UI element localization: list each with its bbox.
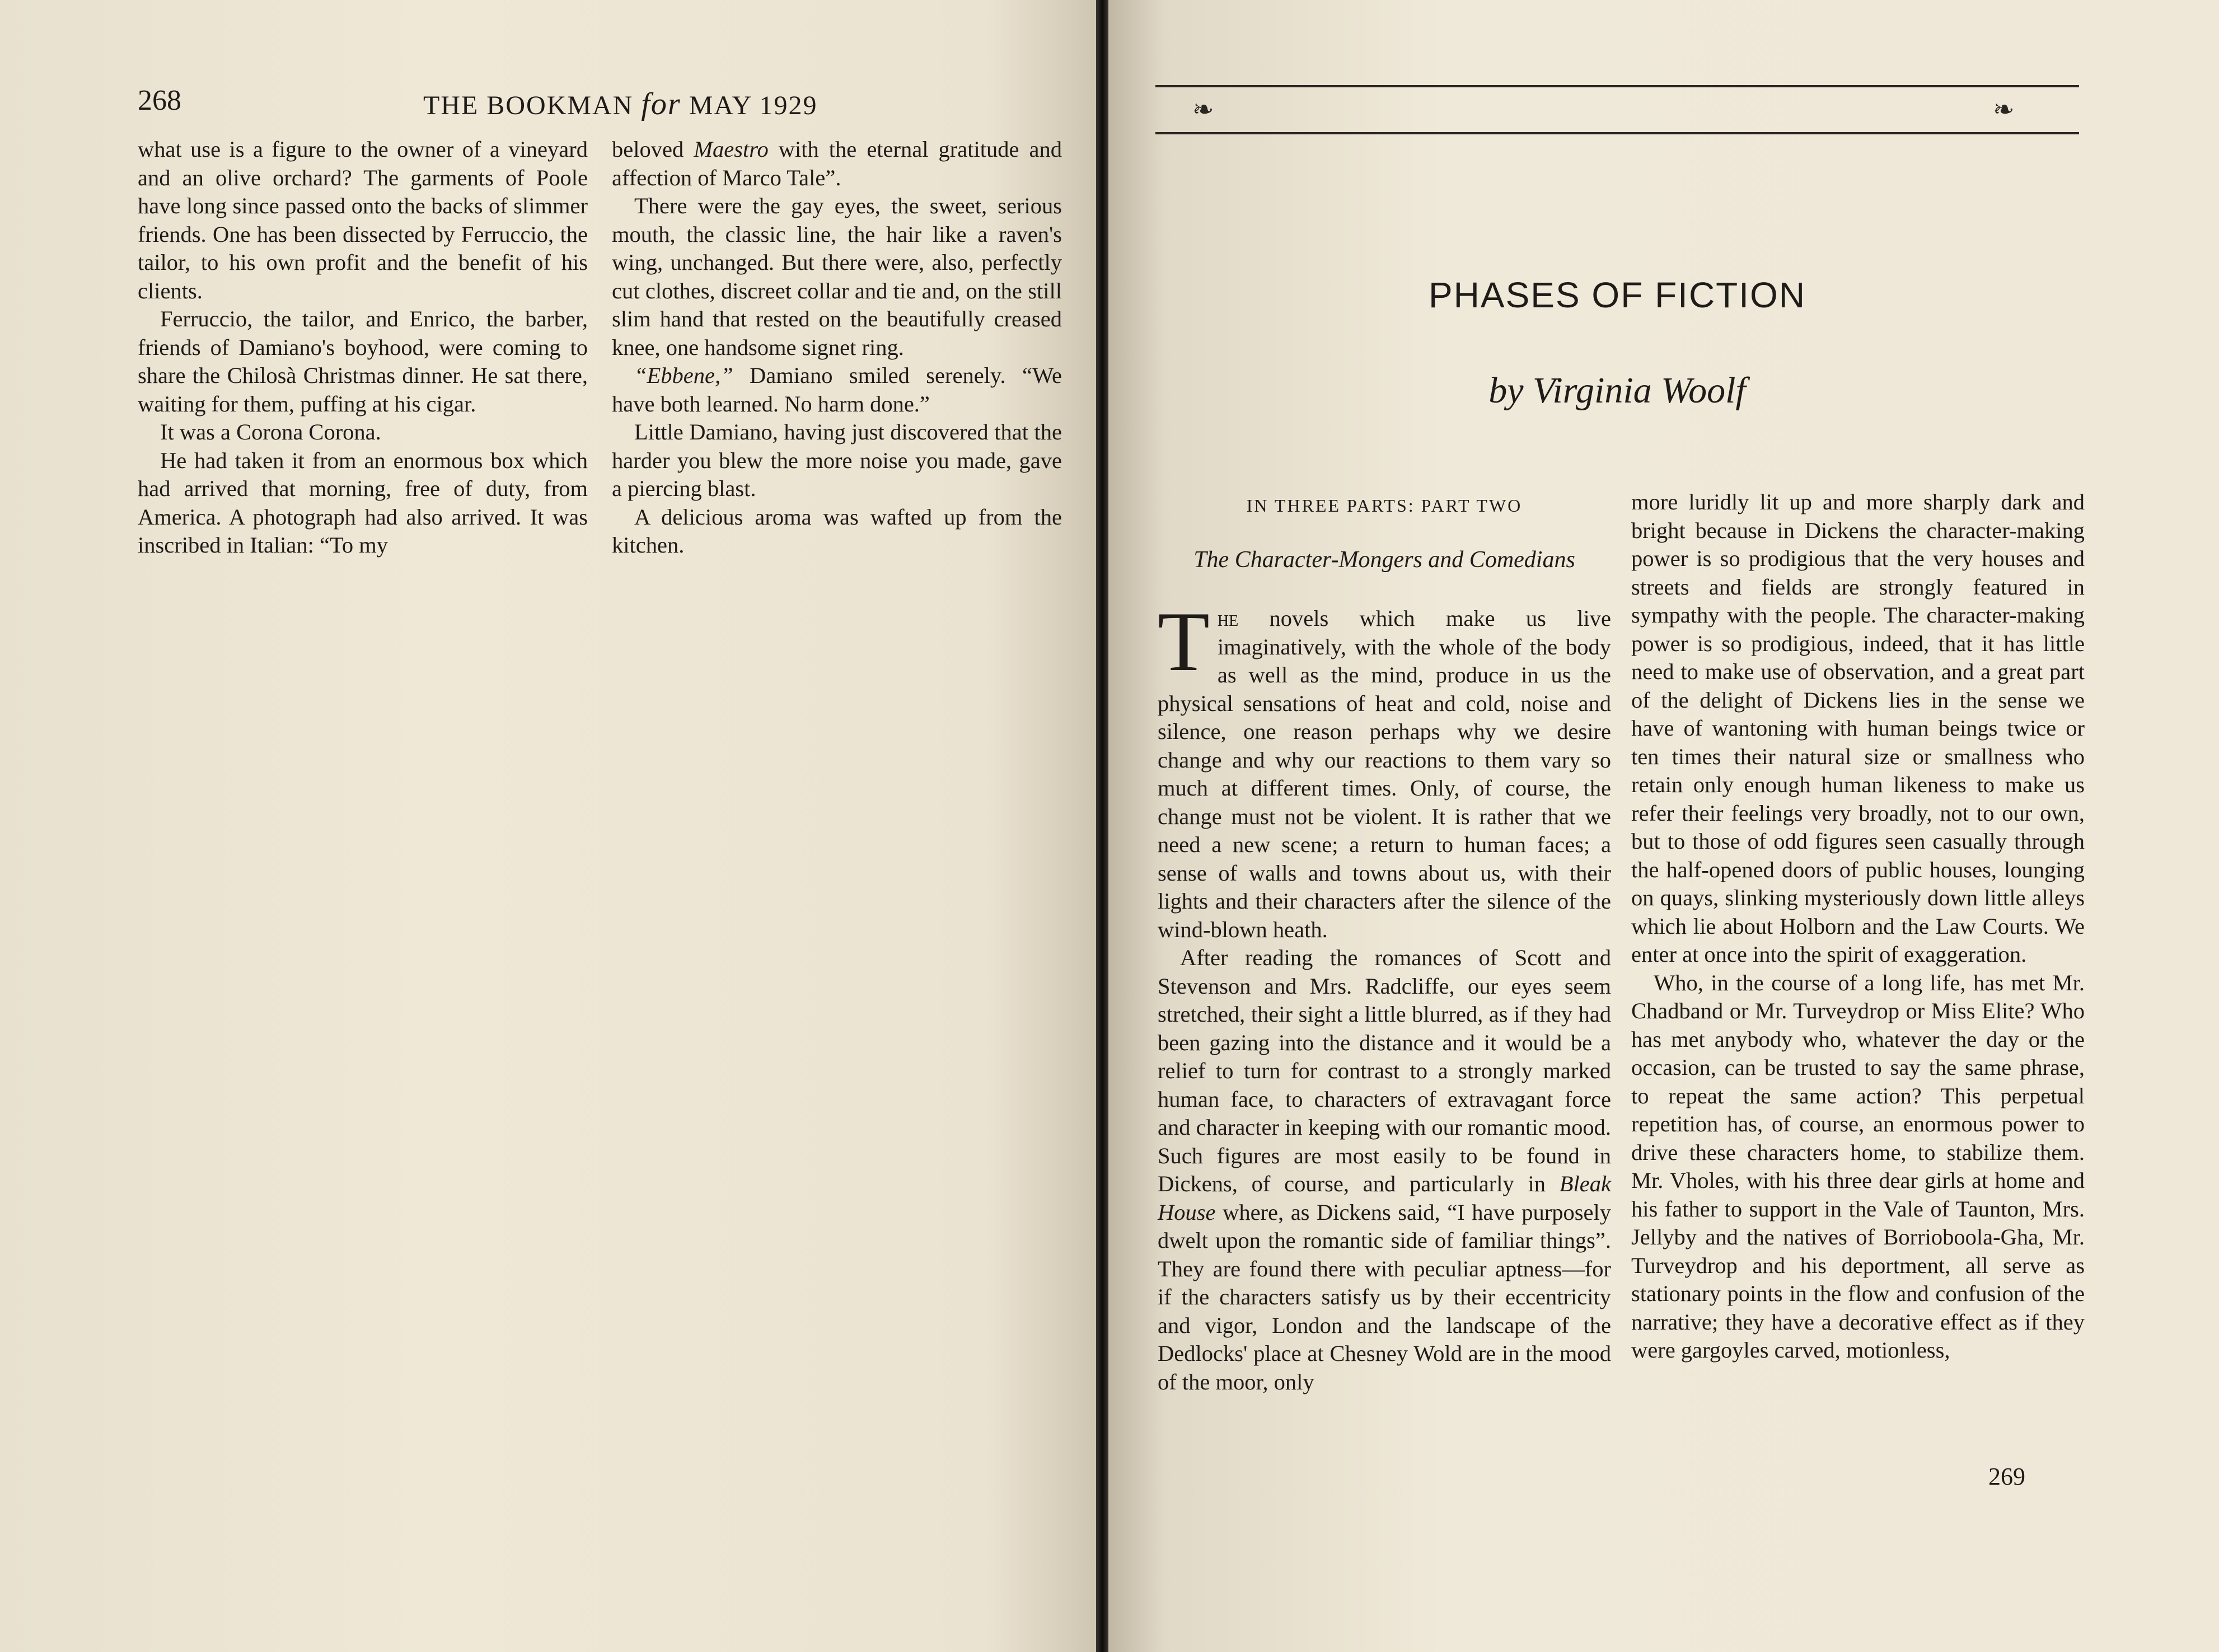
left-column-2 <box>612 135 1062 560</box>
paragraph: what use is a figure to the owner of a vineyard and an olive orchard? The garments of Poole have long since passed onto the backs of slimmer friends. One has been dissected by Ferruccio, the tailor, to his own profit and the benefit of his clients. <box>138 137 588 303</box>
right-column-1 <box>1158 595 1611 1396</box>
header-rule-bottom <box>1155 132 2079 134</box>
paragraph: The novels which make us live imaginatively, with the whole of the body as well as the mind, produce in us the physical sensations of heat and cold, noise and silence, one reason perhaps why we desire change and why our reactions to them vary so much at different times. Only, of course, the change must not be violent. It is rather that we need a new scene; a return to human faces; a sense of walls and towns about us, with their lights and their characters after the silence of the wind-blown heath. <box>1158 595 1611 942</box>
part-heading: IN THREE PARTS: PART TWO <box>1246 495 1523 516</box>
paragraph: He had taken it from an enormous box which had arrived that morning, free of duty, from America. A photograph had also arrived. It was inscribed in Italian: “To my <box>138 447 588 558</box>
running-title: THE BOOKMAN for MAY 1929 <box>423 87 818 121</box>
running-head-left <box>138 84 1061 123</box>
ornament-left-icon: ❧ <box>1192 95 1214 124</box>
article-title: PHASES OF FICTION <box>1428 275 1806 315</box>
left-page <box>0 0 1096 1652</box>
drop-cap: T <box>1158 595 1210 689</box>
paragraph: “Ebbene,” Damiano smiled serenely. “We have both learned. No harm done.” <box>612 363 1062 416</box>
book-gutter <box>1096 0 1108 1652</box>
paragraph: A delicious aroma was wafted up from the kitchen. <box>612 504 1062 558</box>
paragraph: Little Damiano, having just discovered that the harder you blew the more noise you made, gave a piercing blast. <box>612 419 1062 501</box>
paragraph: There were the gay eyes, the sweet, serious mouth, the classic line, the hair like a raven's wing, unchanged. But there were, also, perfectly cut clothes, discreet collar and tie and, on the still slim hand that rested on the beautifully creased knee, one handsome signet ring. <box>612 193 1062 360</box>
ornament-right-icon: ❧ <box>1993 95 2015 124</box>
paragraph: more luridly lit up and more sharply dark and bright because in Dickens the character-making power is so prodigious that the very houses and streets and fields are strongly featured in sympathy with the people. The character-making power is so prodigious, indeed, that it has little need to make use of observation, and a great part of the delight of Dickens lies in the sense we have of wantoning with human beings twice or ten times their natural size or smallness who retain only enough human likeness to make us refer their feelings very broadly, not to our own, but to those of odd figures seen casually through the half-opened doors of public houses, lounging on quays, slinking mysteriously down little alleys which lie about Holborn and the Law Courts. We enter at once into the spirit of exaggeration. <box>1631 489 2085 967</box>
paragraph: beloved Maestro with the eternal gratitude and affection of Marco Tale”. <box>612 137 1062 190</box>
page-number-right: 269 <box>1988 1463 2025 1490</box>
header-rule-top <box>1155 85 2079 87</box>
byline: by Virginia Woolf <box>1488 370 1746 411</box>
paragraph: Ferruccio, the tailor, and Enrico, the barber, friends of Damiano's boyhood, were coming to share the Chilosà Christmas dinner. He sat there, waiting for them, puffing at his cigar. <box>138 306 588 416</box>
section-subtitle: The Character-Mongers and Comedians <box>1193 547 1575 573</box>
paragraph: After reading the romances of Scott and Stevenson and Mrs. Radcliffe, our eyes seem stretched, their sight a little blurred, as if they had been gazing into the distance and it would be a relief to turn for contrast to a strongly marked human face, to characters of extravagant force and character in keeping with our romantic mood. Such figures are most easily to be found in Dickens, of course, and particularly in Bleak House where, as Dickens said, “I have purposely dwelt upon the romantic side of familiar things”. They are found there with peculiar aptness—for if the characters satisfy us by their eccentricity and vigor, London and the landscape of the Dedlocks' place at Chesney Wold are in the mood of the moor, only <box>1158 945 1611 1394</box>
page-number-left: 268 <box>138 85 181 116</box>
left-column-1 <box>138 135 588 560</box>
paragraph: It was a Corona Corona. <box>160 419 381 444</box>
right-column-2 <box>1631 488 2085 1365</box>
paragraph: Who, in the course of a long life, has met Mr. Chadband or Mr. Turveydrop or Miss Elite? Who has met anybody who, whatever the day or the occasion, can be trusted to say the same phrase, to repeat the same action? This perpetual repetition has, of course, an enormous power to drive these characters home, to stabilize them. Mr. Vholes, with his three dear girls at home and his father to support in the Vale of Taunton, Mrs. Jellyby and the natives of Borrioboola-Gha, Mr. Turveydrop and his deportment, all serve as stationary points in the flow and confusion of the narrative; they have a decorative effect as if they were gargoyles carved, motionless, <box>1631 970 2085 1363</box>
